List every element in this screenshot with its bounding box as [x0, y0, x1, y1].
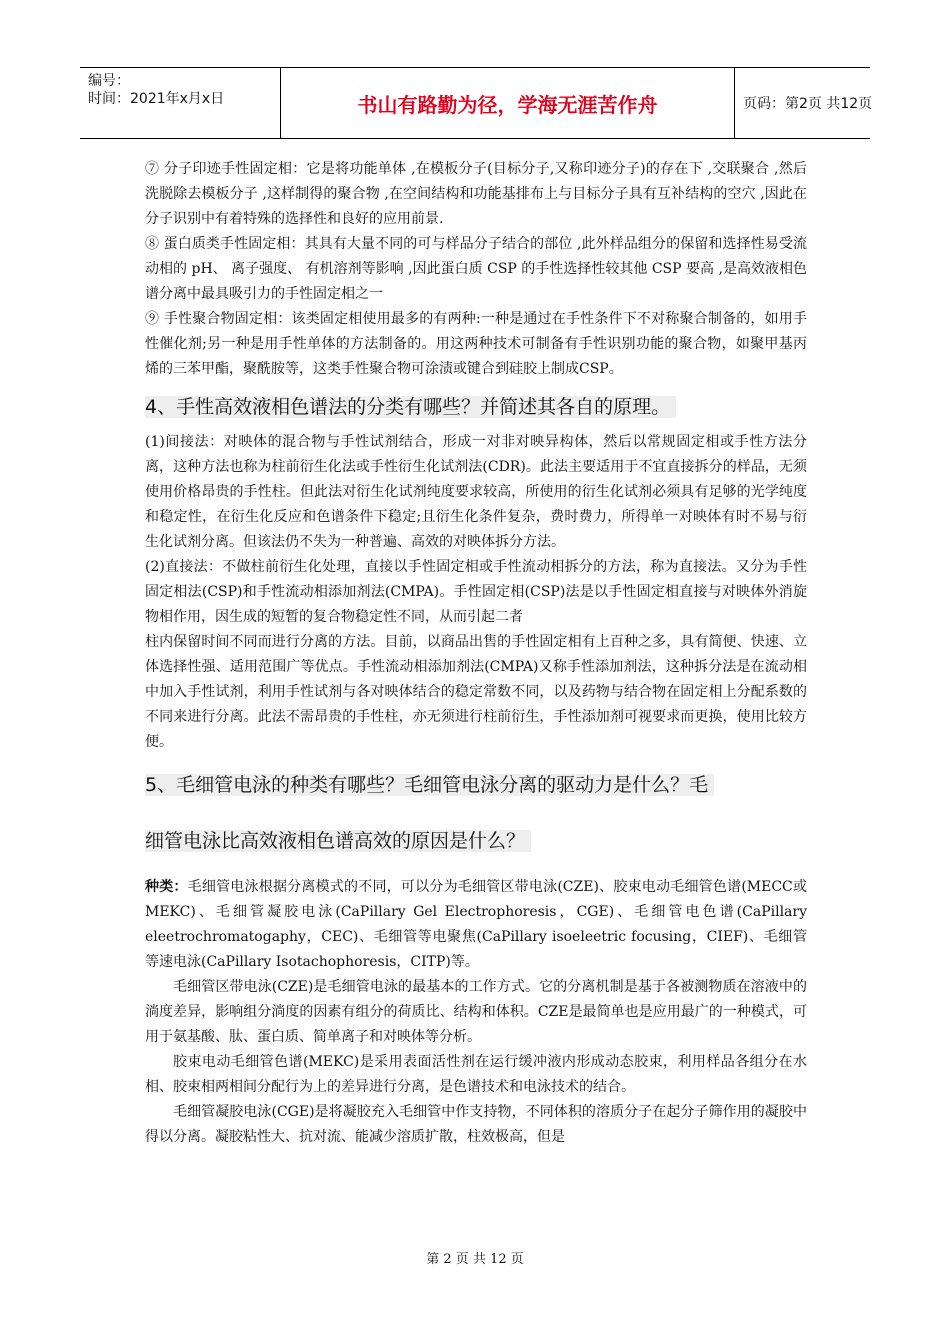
paragraph-protein-csp: ⑧ 蛋白质类手性固定相：其具有大量不同的可与样品分子结合的部位 ,此外样品组分的保留和选择性易受流动相的 pH、 离子强度、 有机溶剂等影响 ,因此蛋白质 CSP 的手性选择性较其他 CSP 要高 ,是高效液相色谱分离中最具吸引力的手性固定相之一 [145, 236, 807, 302]
paragraph-cge: 毛细管凝胶电泳(CGE)是将凝胶充入毛细管中作支持物，不同体积的溶质分子在起分子筛作用的凝胶中得以分离。凝胶粘性大、抗对流、能减少溶质扩散，柱效极高，但是 [145, 1104, 807, 1145]
section-heading-5 [145, 757, 807, 869]
page-footer: 第 2 页 共 12 页 [426, 1252, 524, 1267]
number-label: 编号： [88, 73, 130, 89]
page-header [80, 67, 873, 139]
types-text: 毛细管电泳根据分离模式的不同，可以分为毛细管区带电泳(CZE)、胶束电动毛细管色谱(MECC或MEKC)、毛细管凝胶电泳(CaPillary Gel Electrophoresis，CGE)、毛细管电色谱(CaPillary eleetrochromatogaphy，CEC)、毛细管等电聚焦(CaPillary isoeleetric focusing，CIEF)、毛细管等速电泳(CaPillary Isotachophoresis，CITP)等。 [145, 879, 807, 970]
heading-4-text: 4、手性高效液相色谱法的分类有哪些？并简述其各自的原理。 [145, 396, 676, 418]
document-body [145, 157, 807, 1150]
paragraph-mekc: 胶束电动毛细管色谱(MEKC)是采用表面活性剂在运行缓冲液内形成动态胶束，利用样品各组分在水相、胶束相两相间分配行为上的差异进行分离，是色谱技术和电泳技术的结合。 [145, 1054, 807, 1095]
paragraph-ce-types [145, 875, 807, 975]
heading-5-line-2: 细管电泳比高效液相色谱高效的原因是什么？ [145, 830, 531, 852]
header-meta [80, 68, 280, 138]
date-label: 时间：2021年x月x日 [88, 91, 225, 107]
heading-5-line-1: 5、毛细管电泳的种类有哪些？毛细管电泳分离的驱动力是什么？毛 [145, 774, 714, 796]
paragraph-cze: 毛细管区带电泳(CZE)是毛细管电泳的最基本的工作方式。它的分离机制是基于各被测物质在溶液中的淌度差异，影响组分淌度的因素有组分的荷质比、结构和体积。CZE是最简单也是应用最广的一种模式，可用于氨基酸、肽、蛋白质、简单离子和对映体等分析。 [145, 979, 807, 1045]
header-motto: 书山有路勤为径，学海无涯苦作舟 [280, 68, 735, 138]
paragraph-direct-method-cont: 柱内保留时间不同而进行分离的方法。目前，以商品出售的手性固定相有上百种之多，具有简便、快速、立体选择性强、适用范围广等优点。手性流动相添加剂法(CMPA)又称手性添加剂法，这种拆分法是在流动相中加入手性试剂，利用手性试剂与各对映体结合的稳定常数不同，以及药物与结合物在固定相上分配系数的不同来进行分离。此法不需昂贵的手性柱，亦无须进行柱前衍生，手性添加剂可视要求而更换，使用比较方便。 [145, 634, 807, 750]
paragraph-direct-method: (2)直接法：不做柱前衍生化处理，直接以手性固定相或手性流动相拆分的方法，称为直接法。又分为手性固定相法(CSP)和手性流动相添加剂法(CMPA)。手性固定相(CSP)法是以手性固定相直接与对映体外消旋物相作用，因生成的短暂的复合物稳定性不同，从而引起二者 [145, 559, 807, 625]
paragraph-indirect-method: (1)间接法：对映体的混合物与手性试剂结合，形成一对非对映异构体，然后以常规固定相或手性方法分离，这种方法也称为柱前衍生化法或手性衍生化试剂法(CDR)。此法主要适用于不宜直接拆分的样品，无须使用价格昂贵的手性柱。但此法对衍生化试剂纯度要求较高，所使用的衍生化试剂必须具有足够的光学纯度和稳定性，在衍生化反应和色谱条件下稳定;且衍生化条件复杂，费时费力，所得单一对映体有时不易与衍生化试剂分离。但该法仍不失为一种普遍、高效的对映体拆分方法。 [145, 434, 807, 550]
types-label: 种类： [145, 879, 188, 895]
header-page-label: 页码：第2页 共12页 [743, 96, 873, 112]
section-heading-4 [145, 392, 807, 422]
paragraph-chiral-imprint: ⑦ 分子印迹手性固定相：它是将功能单体 ,在模板分子(目标分子,又称印迹分子)的存在下 ,交联聚合 ,然后洗脱除去模板分子 ,这样制得的聚合物 ,在空间结构和功能基排布上与目标分子具有互补结构的空穴 ,因此在分子识别中有着特殊的选择性和良好的应用前景. [145, 161, 807, 227]
paragraph-polymer-csp: ⑨ 手性聚合物固定相：该类固定相使用最多的有两种:一种是通过在手性条件下不对称聚合制备的，如用手性催化剂;另一种是用手性单体的方法制备的。用这两种技术可制备有手性识别功能的聚合物，如聚甲基丙烯的三苯甲酯，聚酰胺等，这类手性聚合物可涂渍或键合到硅胶上制成CSP。 [145, 311, 807, 377]
